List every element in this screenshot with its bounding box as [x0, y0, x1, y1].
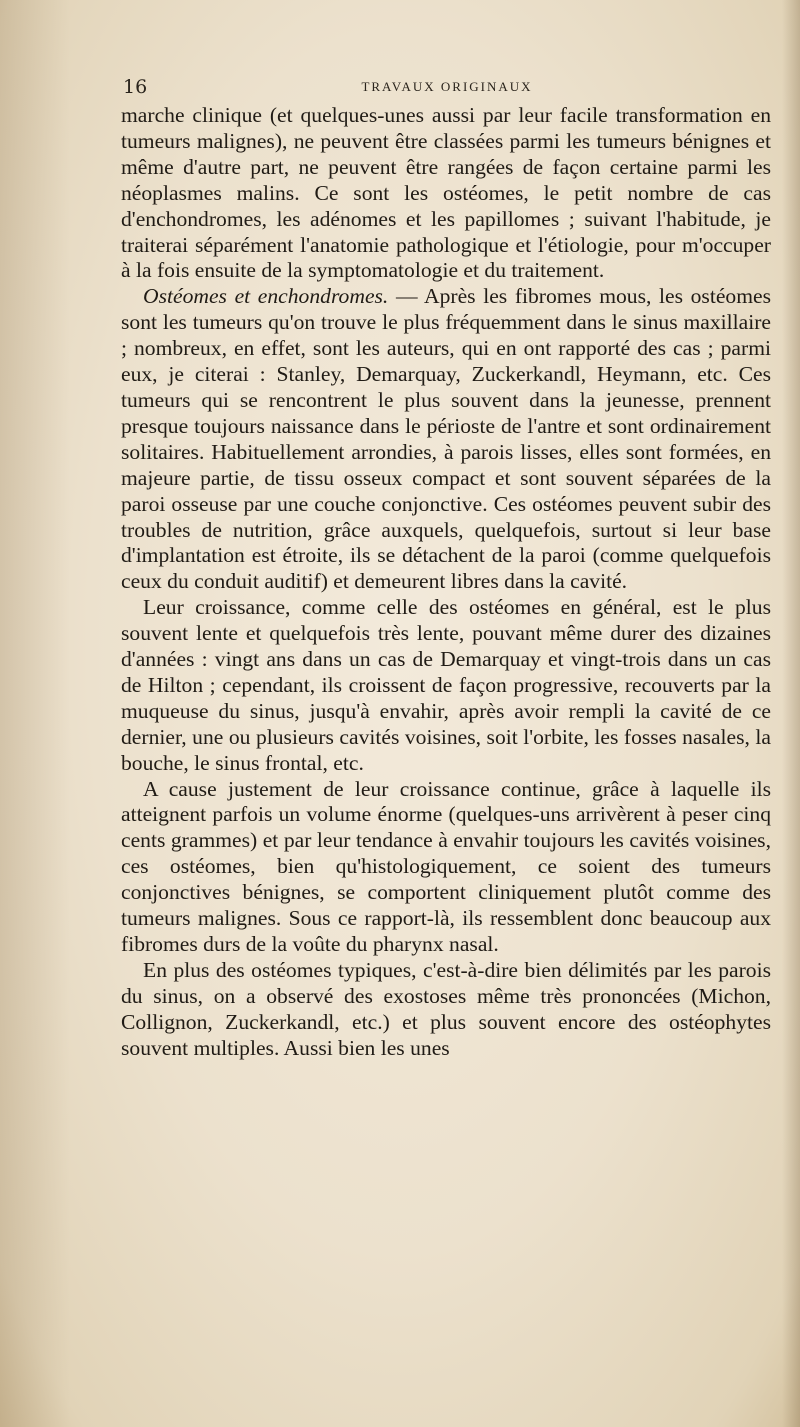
- paragraph-continuation: marche clinique (et quelques-unes aussi par leur facile transformation en tumeurs malignes), ne peuvent être classées parmi les tumeurs bénignes et même d'autre part, ne peuvent être rangées de façon certaine parmi les néoplasmes malins. Ce sont les ostéomes, le petit nombre de cas d'enchondromes, les adénomes et les papillomes ; suivant l'habitude, je traiterai séparément l'anatomie pathologique et l'étiologie, pour m'occuper à la fois ensuite de la symptomatologie et du traitement.: [121, 103, 771, 283]
- running-title: TRAVAUX ORIGINAUX: [361, 79, 533, 94]
- page-number: 16: [123, 76, 148, 98]
- paragraph-osteomes: [121, 284, 771, 595]
- paragraph-exostoses: En plus des ostéomes typiques, c'est-à-dire bien délimités par les parois du sinus, on a observé des exostoses même très prononcées (Michon, Collignon, Zuckerkandl, etc.) et plus souvent encore des ostéophytes souvent multiples. Aussi bien les unes: [121, 957, 771, 1060]
- paragraph-osteomes-text: — Après les fibromes mous, les ostéomes sont les tumeurs qu'on trouve le plus fréquemment dans le sinus maxillaire ; nombreux, en effet, sont les auteurs, qui en ont rapporté des cas ; parmi eux, je citerai : Stanley, Demarquay, Zuckerkandl, Heymann, etc. Ces tumeurs qui se rencontrent le plus souvent dans la jeunesse, prennent presque toujours naissance dans le périoste de l'antre et sont ordinairement solitaires. Habituellement arrondies, à parois lisses, elles sont formées, en majeure partie, de tissu osseux compact et sont souvent séparées de la paroi osseuse par une couche conjonctive. Ces ostéomes peuvent subir des troubles de nutrition, grâce auxquels, quelquefois, surtout si leur base d'implantation est étroite, ils se détachent de la paroi (comme quelquefois ceux du conduit auditif) et demeurent libres dans la cavité.: [121, 284, 771, 594]
- page-header: [123, 76, 771, 100]
- paragraph-volume: A cause justement de leur croissance continue, grâce à laquelle ils atteignent parfois un volume énorme (quelques-uns arrivèrent à peser cinq cents grammes) et par leur tendance à envahir toujours les cavités voisines, ces ostéomes, bien qu'histologiquement, ce soient des tumeurs conjonctives bénignes, se comportent cliniquement plutôt comme des tumeurs malignes. Sous ce rapport-là, ils ressemblent donc beaucoup aux fibromes durs de la voûte du pharynx nasal.: [121, 776, 771, 956]
- section-heading: Ostéomes et enchondromes.: [143, 284, 389, 309]
- body-text: [121, 103, 771, 1062]
- paragraph-croissance: Leur croissance, comme celle des ostéomes en général, est le plus souvent lente et quelquefois très lente, pouvant même durer des dizaines d'années : vingt ans dans un cas de Demarquay et vingt-trois dans un cas de Hilton ; cependant, ils croissent de façon progressive, recouverts par la muqueuse du sinus, jusqu'à envahir, après avoir rempli la cavité de ce dernier, une ou plusieurs cavités voisines, soit l'orbite, les fosses nasales, la bouche, le sinus frontal, etc.: [121, 595, 771, 775]
